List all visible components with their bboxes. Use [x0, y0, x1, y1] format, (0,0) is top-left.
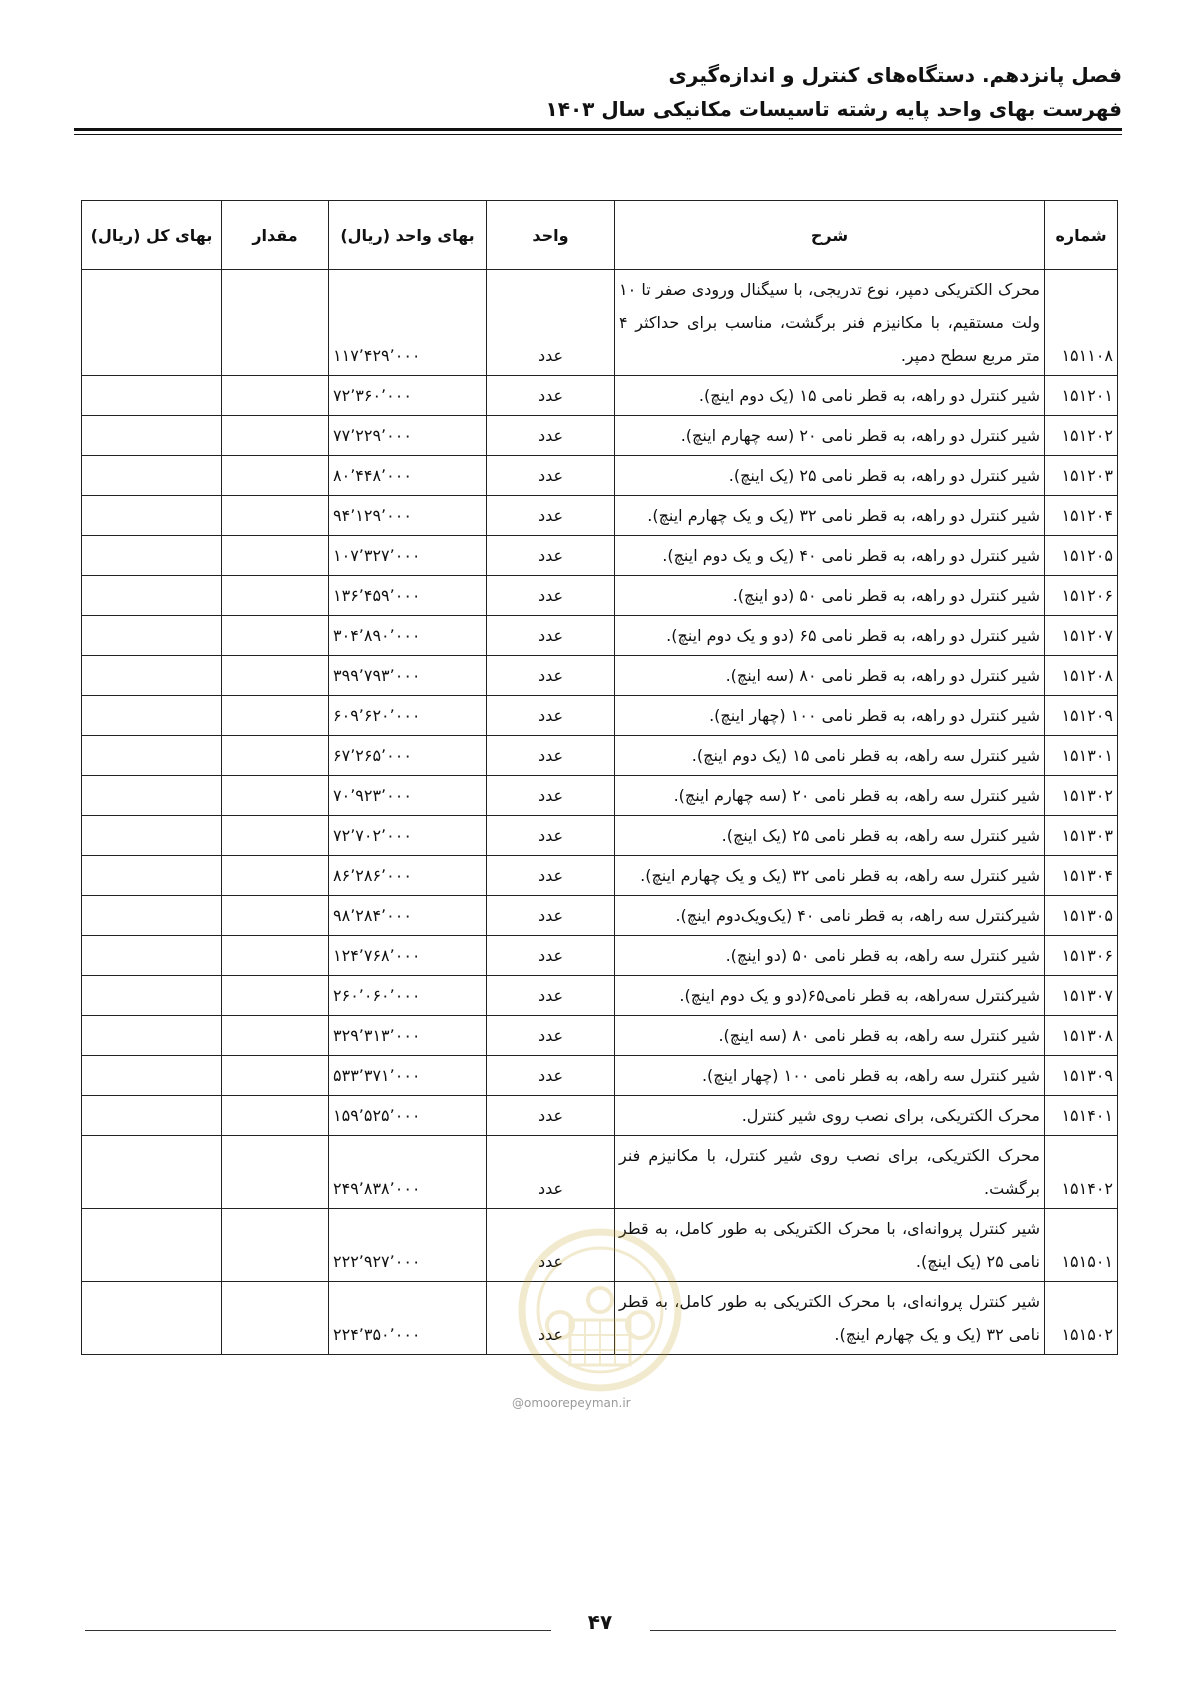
- row-code: ۱۵۱۳۰۸: [1045, 1016, 1118, 1056]
- column-header-total-price: بهای کل (ریال): [82, 201, 222, 270]
- row-unit-price: ۵۳۳٬۳۷۱٬۰۰۰: [329, 1056, 487, 1096]
- watermark-seal-icon: [515, 1225, 685, 1395]
- table-row: [82, 1016, 1118, 1056]
- row-description: شیر کنترل پروانه‌ای، با محرک الکتریکی به طور کامل، به قطر نامی ۳۲ (یک و یک چهارم اینچ).: [615, 1282, 1045, 1355]
- row-unit: عدد: [487, 376, 615, 416]
- row-unit-price: ۸۶٬۲۸۶٬۰۰۰: [329, 856, 487, 896]
- row-unit-price: ۲۲۴٬۳۵۰٬۰۰۰: [329, 1282, 487, 1355]
- row-code: ۱۵۱۲۰۸: [1045, 656, 1118, 696]
- row-quantity: [222, 776, 329, 816]
- row-total-price: [82, 456, 222, 496]
- row-quantity: [222, 416, 329, 456]
- row-unit: عدد: [487, 896, 615, 936]
- row-quantity: [222, 576, 329, 616]
- row-total-price: [82, 1136, 222, 1209]
- row-unit-price: ۹۴٬۱۲۹٬۰۰۰: [329, 496, 487, 536]
- row-total-price: [82, 696, 222, 736]
- table-body: [82, 270, 1118, 1355]
- row-unit-price: ۷۷٬۲۲۹٬۰۰۰: [329, 416, 487, 456]
- table-row: [82, 270, 1118, 376]
- row-code: ۱۵۱۳۰۷: [1045, 976, 1118, 1016]
- row-total-price: [82, 856, 222, 896]
- row-description: شیر کنترل سه راهه، به قطر نامی ۲۵ (یک اینچ).: [615, 816, 1045, 856]
- row-total-price: [82, 1209, 222, 1282]
- row-description: شیرکنترل سه راهه، به قطر نامی ۴۰ (یک‌و‌یک‌دوم اینچ).: [615, 896, 1045, 936]
- row-description: شیر کنترل سه راهه، به قطر نامی ۱۵ (یک دوم اینچ).: [615, 736, 1045, 776]
- row-total-price: [82, 576, 222, 616]
- row-code: ۱۵۱۳۰۹: [1045, 1056, 1118, 1096]
- price-table: [81, 200, 1118, 1355]
- table-row: [82, 816, 1118, 856]
- row-total-price: [82, 536, 222, 576]
- row-code: ۱۵۱۴۰۲: [1045, 1136, 1118, 1209]
- row-total-price: [82, 496, 222, 536]
- row-total-price: [82, 776, 222, 816]
- row-unit-price: ۸۰٬۴۴۸٬۰۰۰: [329, 456, 487, 496]
- row-description: محرک الکتریکی، برای نصب روی شیر کنترل.: [615, 1096, 1045, 1136]
- row-unit-price: ۶۷٬۲۶۵٬۰۰۰: [329, 736, 487, 776]
- row-description: شیر کنترل سه راهه، به قطر نامی ۲۰ (سه چهارم اینچ).: [615, 776, 1045, 816]
- table-row: [82, 496, 1118, 536]
- row-code: ۱۵۱۳۰۲: [1045, 776, 1118, 816]
- row-code: ۱۵۱۲۰۵: [1045, 536, 1118, 576]
- row-unit: عدد: [487, 1016, 615, 1056]
- table-row: [82, 1136, 1118, 1209]
- row-code: ۱۵۱۳۰۴: [1045, 856, 1118, 896]
- row-quantity: [222, 536, 329, 576]
- page-number: ۴۷: [587, 1610, 613, 1634]
- table-row: [82, 536, 1118, 576]
- row-description: شیر کنترل دو راهه، به قطر نامی ۱۰۰ (چهار اینچ).: [615, 696, 1045, 736]
- row-unit-price: ۱۳۶٬۴۵۹٬۰۰۰: [329, 576, 487, 616]
- row-unit-price: ۲۶۰٬۰۶۰٬۰۰۰: [329, 976, 487, 1016]
- footer-divider-right: [650, 1630, 1116, 1631]
- column-header-description: شرح: [615, 201, 1045, 270]
- row-quantity: [222, 456, 329, 496]
- row-quantity: [222, 856, 329, 896]
- row-total-price: [82, 896, 222, 936]
- table-row: [82, 1056, 1118, 1096]
- row-total-price: [82, 416, 222, 456]
- row-total-price: [82, 376, 222, 416]
- row-description: شیر کنترل دو راهه، به قطر نامی ۱۵ (یک دوم اینچ).: [615, 376, 1045, 416]
- table-row: [82, 1096, 1118, 1136]
- row-unit: عدد: [487, 856, 615, 896]
- row-unit-price: ۲۲۲٬۹۲۷٬۰۰۰: [329, 1209, 487, 1282]
- header-divider-thin: [74, 134, 1122, 135]
- row-unit-price: ۱۰۷٬۳۲۷٬۰۰۰: [329, 536, 487, 576]
- row-total-price: [82, 736, 222, 776]
- row-unit-price: ۲۴۹٬۸۳۸٬۰۰۰: [329, 1136, 487, 1209]
- row-total-price: [82, 1016, 222, 1056]
- row-description: محرک الکتریکی، برای نصب روی شیر کنترل، با مکانیزم فنر برگشت.: [615, 1136, 1045, 1209]
- row-unit-price: ۱۵۹٬۵۲۵٬۰۰۰: [329, 1096, 487, 1136]
- table-row: [82, 936, 1118, 976]
- row-code: ۱۵۱۴۰۱: [1045, 1096, 1118, 1136]
- row-unit-price: ۳۹۹٬۷۹۳٬۰۰۰: [329, 656, 487, 696]
- table-header-row: [82, 201, 1118, 270]
- row-quantity: [222, 936, 329, 976]
- row-total-price: [82, 270, 222, 376]
- row-unit: عدد: [487, 816, 615, 856]
- row-unit-price: ۱۱۷٬۴۲۹٬۰۰۰: [329, 270, 487, 376]
- row-code: ۱۵۱۲۰۷: [1045, 616, 1118, 656]
- row-description: شیر کنترل سه راهه، به قطر نامی ۱۰۰ (چهار اینچ).: [615, 1056, 1045, 1096]
- row-quantity: [222, 1136, 329, 1209]
- footer-divider-left: [85, 1630, 551, 1631]
- row-unit: عدد: [487, 696, 615, 736]
- row-total-price: [82, 616, 222, 656]
- row-code: ۱۵۱۳۰۶: [1045, 936, 1118, 976]
- row-quantity: [222, 896, 329, 936]
- table-row: [82, 376, 1118, 416]
- row-unit: عدد: [487, 270, 615, 376]
- row-unit: عدد: [487, 736, 615, 776]
- row-code: ۱۵۱۵۰۱: [1045, 1209, 1118, 1282]
- row-unit: عدد: [487, 1209, 615, 1282]
- row-unit-price: ۹۸٬۲۸۴٬۰۰۰: [329, 896, 487, 936]
- row-unit-price: ۷۲٬۳۶۰٬۰۰۰: [329, 376, 487, 416]
- row-quantity: [222, 736, 329, 776]
- row-code: ۱۵۱۳۰۱: [1045, 736, 1118, 776]
- row-quantity: [222, 1056, 329, 1096]
- table-row: [82, 696, 1118, 736]
- row-description: شیر کنترل دو راهه، به قطر نامی ۴۰ (یک و یک دوم اینچ).: [615, 536, 1045, 576]
- row-total-price: [82, 976, 222, 1016]
- row-description: شیر کنترل پروانه‌ای، با محرک الکتریکی به طور کامل، به قطر نامی ۲۵ (یک اینچ).: [615, 1209, 1045, 1282]
- row-description: شیر کنترل دو راهه، به قطر نامی ۳۲ (یک و یک چهارم اینچ).: [615, 496, 1045, 536]
- row-unit: عدد: [487, 776, 615, 816]
- row-quantity: [222, 1209, 329, 1282]
- row-total-price: [82, 1282, 222, 1355]
- row-description: شیر کنترل سه راهه، به قطر نامی ۳۲ (یک و یک چهارم اینچ).: [615, 856, 1045, 896]
- row-unit: عدد: [487, 416, 615, 456]
- table-row: [82, 656, 1118, 696]
- chapter-title: فصل پانزدهم. دستگاه‌های کنترل و اندازه‌گیری: [668, 63, 1122, 87]
- row-code: ۱۵۱۲۰۱: [1045, 376, 1118, 416]
- table-row: [82, 456, 1118, 496]
- row-unit: عدد: [487, 576, 615, 616]
- row-quantity: [222, 656, 329, 696]
- row-total-price: [82, 936, 222, 976]
- row-quantity: [222, 696, 329, 736]
- table-row: [82, 576, 1118, 616]
- row-description: شیر کنترل دو راهه، به قطر نامی ۸۰ (سه اینچ).: [615, 656, 1045, 696]
- column-header-quantity: مقدار: [222, 201, 329, 270]
- row-code: ۱۵۱۲۰۳: [1045, 456, 1118, 496]
- row-total-price: [82, 1096, 222, 1136]
- row-quantity: [222, 496, 329, 536]
- row-code: ۱۵۱۱۰۸: [1045, 270, 1118, 376]
- row-total-price: [82, 816, 222, 856]
- row-unit: عدد: [487, 536, 615, 576]
- row-unit: عدد: [487, 1136, 615, 1209]
- row-code: ۱۵۱۳۰۳: [1045, 816, 1118, 856]
- row-unit: عدد: [487, 496, 615, 536]
- row-code: ۱۵۱۲۰۴: [1045, 496, 1118, 536]
- row-description: شیر کنترل سه راهه، به قطر نامی ۵۰ (دو اینچ).: [615, 936, 1045, 976]
- row-total-price: [82, 1056, 222, 1096]
- row-quantity: [222, 816, 329, 856]
- row-unit-price: ۷۰٬۹۲۳٬۰۰۰: [329, 776, 487, 816]
- row-code: ۱۵۱۳۰۵: [1045, 896, 1118, 936]
- row-unit: عدد: [487, 616, 615, 656]
- row-unit-price: ۶۰۹٬۶۲۰٬۰۰۰: [329, 696, 487, 736]
- row-unit: عدد: [487, 1056, 615, 1096]
- row-unit: عدد: [487, 936, 615, 976]
- column-header-code: شماره: [1045, 201, 1118, 270]
- row-quantity: [222, 976, 329, 1016]
- row-description: شیر کنترل دو راهه، به قطر نامی ۲۵ (یک اینچ).: [615, 456, 1045, 496]
- row-code: ۱۵۱۲۰۶: [1045, 576, 1118, 616]
- table-row: [82, 896, 1118, 936]
- table-row: [82, 616, 1118, 656]
- row-code: ۱۵۱۲۰۲: [1045, 416, 1118, 456]
- row-unit-price: ۱۲۴٬۷۶۸٬۰۰۰: [329, 936, 487, 976]
- column-header-unit: واحد: [487, 201, 615, 270]
- row-quantity: [222, 1282, 329, 1355]
- table-row: [82, 776, 1118, 816]
- row-code: ۱۵۱۵۰۲: [1045, 1282, 1118, 1355]
- header-divider-thick: [74, 128, 1122, 131]
- row-description: شیر کنترل سه راهه، به قطر نامی ۸۰ (سه اینچ).: [615, 1016, 1045, 1056]
- row-description: شیر کنترل دو راهه، به قطر نامی ۵۰ (دو اینچ).: [615, 576, 1045, 616]
- table-row: [82, 416, 1118, 456]
- row-description: شیر کنترل دو راهه، به قطر نامی ۲۰ (سه چهارم اینچ).: [615, 416, 1045, 456]
- table-row: [82, 976, 1118, 1016]
- row-unit: عدد: [487, 1282, 615, 1355]
- row-description: شیرکنترل سه‌راهه، به قطر نامی۶۵(دو و یک دوم اینچ).: [615, 976, 1045, 1016]
- row-description: محرک الکتریکی دمپر، نوع تدریجی، با سیگنال ورودی صفر تا ۱۰ ولت مستقیم، با مکانیزم فنر برگشت، مناسب برای حداکثر ۴ متر مربع سطح دمپر.: [615, 270, 1045, 376]
- page-header: [74, 58, 1122, 126]
- row-unit-price: ۷۲٬۷۰۲٬۰۰۰: [329, 816, 487, 856]
- row-unit-price: ۳۲۹٬۳۱۳٬۰۰۰: [329, 1016, 487, 1056]
- row-quantity: [222, 1016, 329, 1056]
- row-quantity: [222, 616, 329, 656]
- row-quantity: [222, 376, 329, 416]
- row-unit: عدد: [487, 976, 615, 1016]
- row-unit: عدد: [487, 456, 615, 496]
- price-list-title: فهرست بهای واحد پایه رشته تاسیسات مکانیکی سال ۱۴۰۳: [545, 97, 1122, 121]
- row-unit: عدد: [487, 1096, 615, 1136]
- table-row: [82, 736, 1118, 776]
- watermark-url: @omoorepeyman.ir: [512, 1396, 631, 1410]
- table-row: [82, 856, 1118, 896]
- row-quantity: [222, 270, 329, 376]
- row-quantity: [222, 1096, 329, 1136]
- column-header-unit-price: بهای واحد (ریال): [329, 201, 487, 270]
- row-description: شیر کنترل دو راهه، به قطر نامی ۶۵ (دو و یک دوم اینچ).: [615, 616, 1045, 656]
- row-unit-price: ۳۰۴٬۸۹۰٬۰۰۰: [329, 616, 487, 656]
- row-unit: عدد: [487, 656, 615, 696]
- row-code: ۱۵۱۲۰۹: [1045, 696, 1118, 736]
- row-total-price: [82, 656, 222, 696]
